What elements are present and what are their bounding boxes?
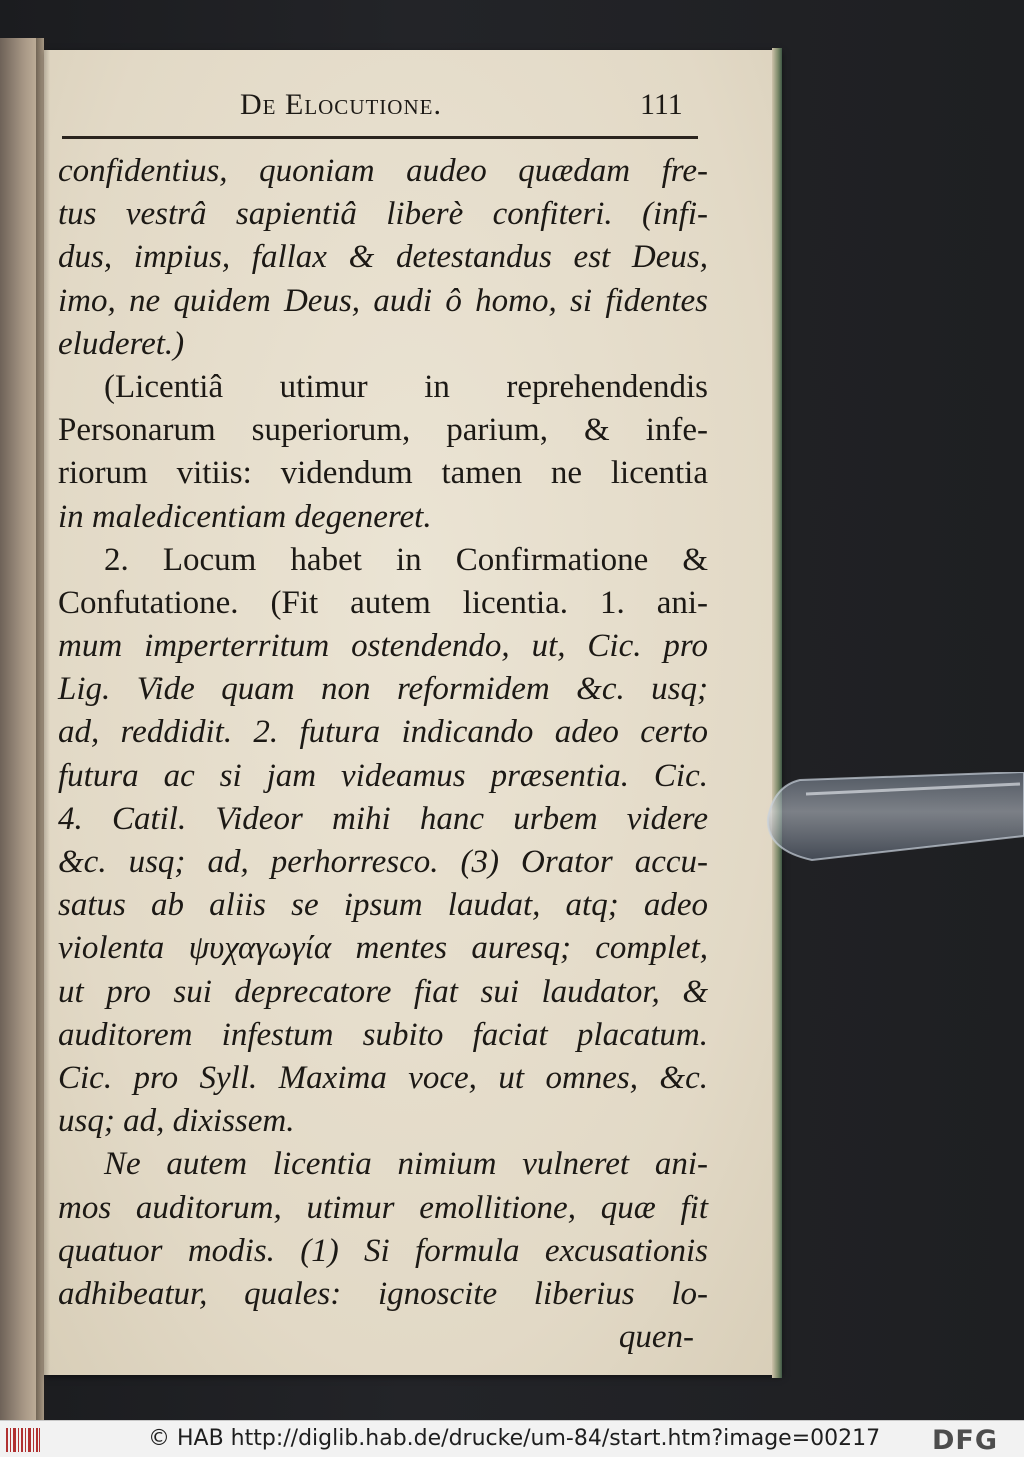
text-line: eluderet.) (58, 325, 185, 362)
dfg-logo: DFG (932, 1425, 999, 1456)
text-line: satus ab aliis se ipsum laudat, atq; adeo (58, 887, 708, 924)
text-line: ad, reddidit. 2. futura indicando adeo certo (58, 714, 708, 751)
text-line: Personarum superiorum, parium, & infe- (58, 412, 708, 449)
text-line: Lig. Vide quam non reformidem &c. usq; (58, 671, 708, 708)
text-line: usq; ad, dixissem. (58, 1103, 295, 1140)
text-line: auditorem infestum subito faciat placatum. (58, 1016, 708, 1053)
text-line: mos auditorum, utimur emollitione, quæ fit (58, 1189, 708, 1226)
text-line: quatuor modis. (1) Si formula excusationis (58, 1232, 708, 1269)
catchword: quen- (618, 1319, 694, 1356)
text-line: mum imperterritum ostendendo, ut, Cic. pro (58, 628, 708, 665)
text-line: &c. usq; ad, perhorresco. (3) Orator accu- (58, 844, 708, 880)
text-line: tus vestrâ sapientiâ liberè confiteri. (infi- (58, 196, 708, 233)
page-number: 111 (640, 88, 683, 121)
text-line: 2. Locum habet in Confirmatione & (104, 541, 708, 578)
text-line: adhibeatur, quales: ignoscite liberius lo- (58, 1275, 708, 1312)
text-block (58, 150, 708, 1359)
text-line: 4. Catil. Videor mihi hanc urbem videre (58, 800, 708, 837)
text-line: (Licentiâ utimur in reprehendendis (104, 368, 708, 405)
spine-shadow (36, 38, 50, 1420)
running-head: De Elocutione. (240, 88, 442, 121)
head-rule (62, 136, 698, 139)
barcode-icon (6, 1428, 40, 1452)
footer-bar (0, 1420, 1024, 1457)
text-line: futura ac si jam videamus præsentia. Cic. (58, 757, 708, 794)
text-line: ut pro sui deprecatore fiat sui laudator, & (58, 973, 708, 1010)
text-line: Cic. pro Syll. Maxima voce, ut omnes, &c. (58, 1059, 708, 1096)
page-edge-right (772, 48, 782, 1378)
text-line: imo, ne quidem Deus, audi ô homo, si fidentes (58, 282, 708, 319)
text-line: dus, impius, fallax & detestandus est Deus, (58, 239, 708, 276)
text-line: in maledicentiam degeneret. (58, 498, 432, 535)
text-line: violenta ψυχαγωγία mentes auresq; complet, (58, 930, 708, 967)
text-line: Ne autem licentia nimium vulneret ani- (104, 1146, 708, 1183)
glass-clamp (760, 772, 1024, 862)
text-line: riorum vitiis: videndum tamen ne licentia (58, 455, 708, 492)
text-line: confidentius, quoniam audeo quædam fre- (58, 153, 708, 189)
text-line: Confutatione. (Fit autem licentia. 1. ani- (58, 584, 708, 621)
copyright-link[interactable]: © HAB http://diglib.hab.de/drucke/um-84/start.htm?image=00217 (148, 1426, 881, 1451)
